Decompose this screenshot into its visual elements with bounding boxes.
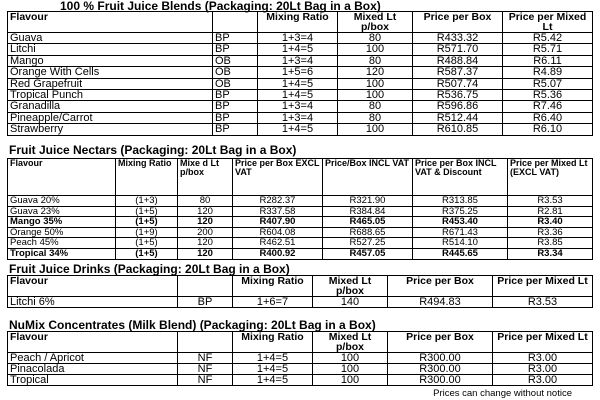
table-row [8, 196, 593, 207]
table-cell: R3.00 [493, 364, 593, 375]
table-cell: R571.70 [413, 44, 503, 55]
table-cell: R5.71 [503, 44, 593, 55]
table-cell: 100 [313, 364, 388, 375]
table-body [8, 196, 593, 260]
table-cell: (1+5) [116, 217, 178, 228]
table-cell: 1+4=5 [258, 78, 338, 89]
table-cell: OB [213, 67, 258, 78]
table-cell: Pineapple/Carrot [8, 112, 213, 123]
column-header: Mixed Lt p/box [338, 12, 413, 33]
table-cell: Strawberry [8, 124, 213, 135]
table-cell: Peach 45% [8, 238, 116, 249]
table-cell: NF [178, 375, 233, 386]
numix-concentrates-title: NuMix Concentrates (Milk Blend) (Packaging: 20Lt Bag in a Box) [9, 318, 376, 332]
table-cell: R2.81 [508, 206, 593, 217]
table-cell: R6.40 [503, 112, 593, 123]
column-header: Mixing Ratio [116, 159, 178, 196]
table-cell: NF [178, 353, 233, 364]
table-cell: 1+4=5 [233, 375, 313, 386]
table-cell: R596.86 [413, 101, 503, 112]
table-cell: Guava [8, 33, 213, 44]
table-row [8, 112, 593, 123]
table-cell: R384.84 [323, 206, 413, 217]
table-cell: (1+5) [116, 206, 178, 217]
column-header: Price per Mixed Lt [493, 332, 593, 353]
table-cell: 120 [178, 206, 233, 217]
table-cell: R5.36 [503, 90, 593, 101]
table-cell: R3.85 [508, 238, 593, 249]
table-cell: 1+4=5 [258, 124, 338, 135]
table-row [8, 364, 593, 375]
table-cell: 80 [338, 112, 413, 123]
table-cell: 100 [313, 375, 388, 386]
table-cell: Guava 20% [8, 196, 116, 207]
table-cell: R465.05 [323, 217, 413, 228]
table-cell: R3.34 [508, 248, 593, 259]
fruit-juice-blends-title: 100 % Fruit Juice Blends (Packaging: 20Lt Bag in a Box) [60, 0, 381, 13]
table-cell: Pinacolada [8, 364, 178, 375]
fruit-juice-drinks-table [7, 275, 593, 308]
table-cell: R671.43 [413, 227, 508, 238]
table-cell: R457.05 [323, 248, 413, 259]
table-cell: Tropical 34% [8, 248, 116, 259]
table-header-row [8, 332, 593, 353]
column-header [178, 276, 233, 297]
table-cell: Litchi 6% [8, 297, 178, 308]
table-cell: BP [178, 297, 233, 308]
column-header: Price per Box EXCL VAT [233, 159, 323, 196]
table-cell: R5.42 [503, 33, 593, 44]
table-cell: R514.10 [413, 238, 508, 249]
table-row [8, 90, 593, 101]
table-row [8, 67, 593, 78]
table-cell: 1+3=4 [258, 33, 338, 44]
table-cell: R6.10 [503, 124, 593, 135]
table-cell: R536.75 [413, 90, 503, 101]
table-cell: R604.08 [233, 227, 323, 238]
table-cell: R400.92 [233, 248, 323, 259]
table-row [8, 55, 593, 66]
column-header [213, 12, 258, 33]
table-cell: 120 [178, 248, 233, 259]
table-cell: BP [213, 90, 258, 101]
table-cell: R3.00 [493, 353, 593, 364]
table-cell: (1+3) [116, 196, 178, 207]
table-row [8, 227, 593, 238]
table-row [8, 238, 593, 249]
table-cell: R462.51 [233, 238, 323, 249]
column-header: Mixing Ratio [258, 12, 338, 33]
table-cell: R300.00 [388, 353, 493, 364]
column-header: Price per Box INCL VAT & Discount [413, 159, 508, 196]
table-cell: 1+6=7 [233, 297, 313, 308]
table-cell: 100 [338, 90, 413, 101]
table-cell: R445.65 [413, 248, 508, 259]
table-cell: 1+3=4 [258, 101, 338, 112]
fruit-juice-drinks-title: Fruit Juice Drinks (Packaging: 20Lt Bag in a Box) [9, 262, 290, 276]
table-cell: 1+5=6 [258, 67, 338, 78]
table-cell: Orange With Cells [8, 67, 213, 78]
column-header: Price per Box [413, 12, 503, 33]
table-cell: 80 [338, 33, 413, 44]
table-cell: 140 [313, 297, 388, 308]
table-cell: 1+4=5 [233, 364, 313, 375]
column-header: Mixe d Lt p/box [178, 159, 233, 196]
table-cell: 1+3=4 [258, 112, 338, 123]
table-cell: R3.36 [508, 227, 593, 238]
table-cell: R3.53 [508, 196, 593, 207]
table-cell: R375.25 [413, 206, 508, 217]
table-cell: R610.85 [413, 124, 503, 135]
table-cell: R688.65 [323, 227, 413, 238]
table-cell: Guava 23% [8, 206, 116, 217]
table-cell: Tropical Punch [8, 90, 213, 101]
table-cell: R507.74 [413, 78, 503, 89]
table-header-row [8, 159, 593, 196]
table-cell: BP [213, 101, 258, 112]
column-header: Price per Mixed Lt [503, 12, 593, 33]
table-cell: (1+5) [116, 238, 178, 249]
table-cell: BP [213, 33, 258, 44]
column-header [178, 332, 233, 353]
table-cell: NF [178, 364, 233, 375]
table-cell: BP [213, 124, 258, 135]
table-cell: 1+4=5 [233, 353, 313, 364]
column-header: Mixing Ratio [233, 332, 313, 353]
table-cell: R453.40 [413, 217, 508, 228]
column-header: Price per Box [388, 276, 493, 297]
table-cell: 100 [338, 78, 413, 89]
column-header: Mixed Lt p/box [313, 276, 388, 297]
table-cell: 80 [338, 101, 413, 112]
table-cell: OB [213, 78, 258, 89]
table-cell: OB [213, 55, 258, 66]
table-row [8, 44, 593, 55]
table-cell: 1+4=5 [258, 44, 338, 55]
table-cell: 80 [338, 55, 413, 66]
table-cell: R3.00 [493, 375, 593, 386]
column-header: Mixed Lt p/box [313, 332, 388, 353]
column-header: Price per Mixed Lt (EXCL VAT) [508, 159, 593, 196]
table-cell: R433.32 [413, 33, 503, 44]
column-header: Flavour [8, 12, 213, 33]
table-cell: R313.85 [413, 196, 508, 207]
table-row [8, 375, 593, 386]
table-cell: (1+5) [116, 248, 178, 259]
column-header: Flavour [8, 332, 178, 353]
table-cell: R587.37 [413, 67, 503, 78]
footnote: Prices can change without notice [433, 388, 572, 399]
column-header: Flavour [8, 276, 178, 297]
table-row [8, 248, 593, 259]
table-row [8, 124, 593, 135]
table-cell: R300.00 [388, 364, 493, 375]
table-body [8, 353, 593, 386]
table-cell: R3.40 [508, 217, 593, 228]
table-cell: (1+9) [116, 227, 178, 238]
table-cell: BP [213, 44, 258, 55]
table-row [8, 206, 593, 217]
table-body [8, 297, 593, 308]
table-cell: Mango [8, 55, 213, 66]
table-cell: R282.37 [233, 196, 323, 207]
column-header: Mixing Ratio [233, 276, 313, 297]
table-cell: 100 [313, 353, 388, 364]
table-cell: R527.25 [323, 238, 413, 249]
table-cell: 200 [178, 227, 233, 238]
column-header: Price/Box INCL VAT [323, 159, 413, 196]
fruit-juice-blends-table [7, 11, 593, 136]
table-cell: Orange 50% [8, 227, 116, 238]
table-cell: Red Grapefruit [8, 78, 213, 89]
table-row [8, 78, 593, 89]
table-cell: R6.11 [503, 55, 593, 66]
table-cell: Litchi [8, 44, 213, 55]
table-cell: R407.90 [233, 217, 323, 228]
table-header-row [8, 276, 593, 297]
table-cell: R3.53 [493, 297, 593, 308]
table-cell: 1+3=4 [258, 55, 338, 66]
table-cell: Granadilla [8, 101, 213, 112]
table-cell: Peach / Apricot [8, 353, 178, 364]
table-cell: R512.44 [413, 112, 503, 123]
table-cell: 120 [178, 217, 233, 228]
table-cell: 120 [338, 67, 413, 78]
table-header-row [8, 12, 593, 33]
table-cell: 1+4=5 [258, 90, 338, 101]
table-cell: 120 [178, 238, 233, 249]
table-cell: 100 [338, 124, 413, 135]
table-cell: R488.84 [413, 55, 503, 66]
fruit-juice-nectars-table [7, 158, 593, 260]
table-cell: R300.00 [388, 375, 493, 386]
table-cell: 100 [338, 44, 413, 55]
table-cell: R494.83 [388, 297, 493, 308]
column-header: Flavour [8, 159, 116, 196]
table-cell: Mango 35% [8, 217, 116, 228]
column-header: Price per Mixed Lt [493, 276, 593, 297]
fruit-juice-nectars-title: Fruit Juice Nectars (Packaging: 20Lt Bag in a Box) [9, 143, 297, 157]
table-row [8, 353, 593, 364]
column-header: Price per Box [388, 332, 493, 353]
table-cell: R7.46 [503, 101, 593, 112]
table-cell: Tropical [8, 375, 178, 386]
table-row [8, 297, 593, 308]
table-row [8, 101, 593, 112]
table-cell: R4.89 [503, 67, 593, 78]
table-cell: 80 [178, 196, 233, 207]
table-row [8, 217, 593, 228]
numix-concentrates-table [7, 331, 593, 386]
table-cell: R337.58 [233, 206, 323, 217]
table-body [8, 33, 593, 136]
table-cell: R321.90 [323, 196, 413, 207]
table-cell: BP [213, 112, 258, 123]
table-cell: R5.07 [503, 78, 593, 89]
table-row [8, 33, 593, 44]
